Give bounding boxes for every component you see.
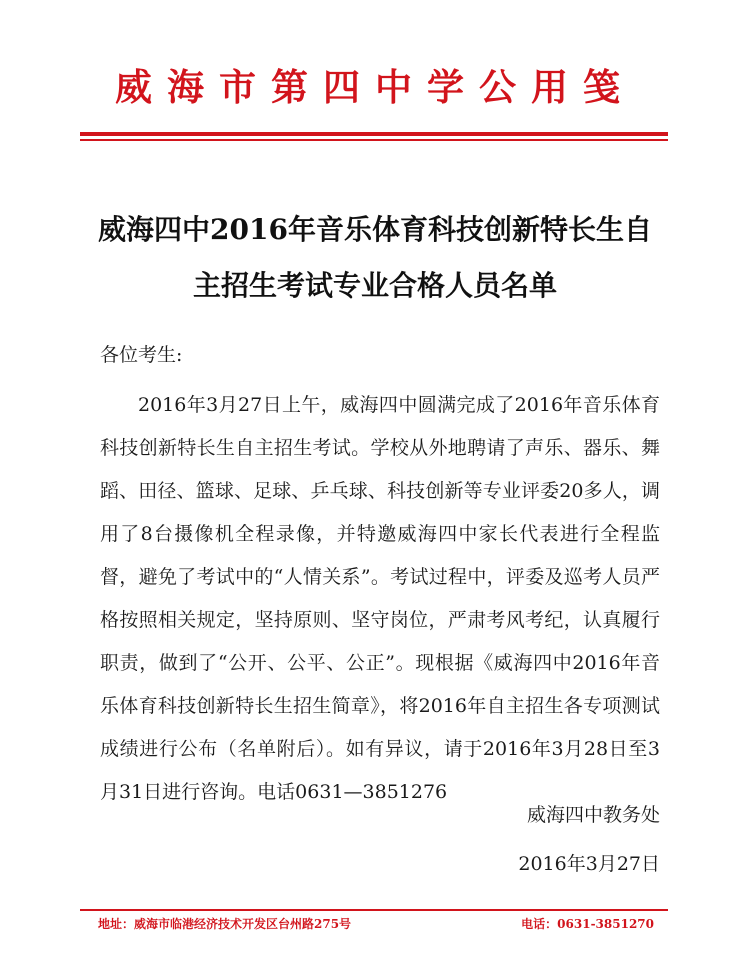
letterhead-title: 威海市第四中学公用笺 xyxy=(115,65,635,109)
document-title xyxy=(70,202,680,314)
salutation: 各位考生: xyxy=(100,344,183,366)
footer-phone: 电话：0631-3851270 xyxy=(521,917,654,931)
letterhead-rule-thin xyxy=(80,139,668,141)
signature-office: 威海四中教务处 xyxy=(526,804,660,826)
letterhead-rule-thick xyxy=(80,132,668,136)
body-paragraph: 2016年3月27日上午，威海四中圆满完成了2016年音乐体育科技创新特长生自主招生考试。学校从外地聘请了声乐、器乐、舞蹈、田径、篮球、足球、乒乓球、科技创新等专业评委20多人，调用了8台摄像机全程录像，并特邀威海四中家长代表进行全程监督，避免了考试中的“人情关系”。考试过程中，评委及巡考人员严格按照相关规定，坚持原则、坚守岗位，严肃考风考纪，认真履行职责，做到了“公开、公平、公正”。现根据《威海四中2016年音乐体育科技创新特长生招生简章》，将2016年自主招生各专项测试成绩进行公布（名单附后）。如有异议，请于2016年3月28日至3月31日进行咨询。电话0631—3851276 xyxy=(100,394,660,803)
document-title-line-2: 主招生考试专业合格人员名单 xyxy=(192,269,557,302)
footer-address: 地址：威海市临港经济技术开发区台州路275号 xyxy=(98,917,352,931)
footer-rule xyxy=(80,909,668,911)
document-title-line-1: 威海四中2016年音乐体育科技创新特长生自 xyxy=(98,213,652,246)
signature-date: 2016年3月27日 xyxy=(518,853,660,875)
